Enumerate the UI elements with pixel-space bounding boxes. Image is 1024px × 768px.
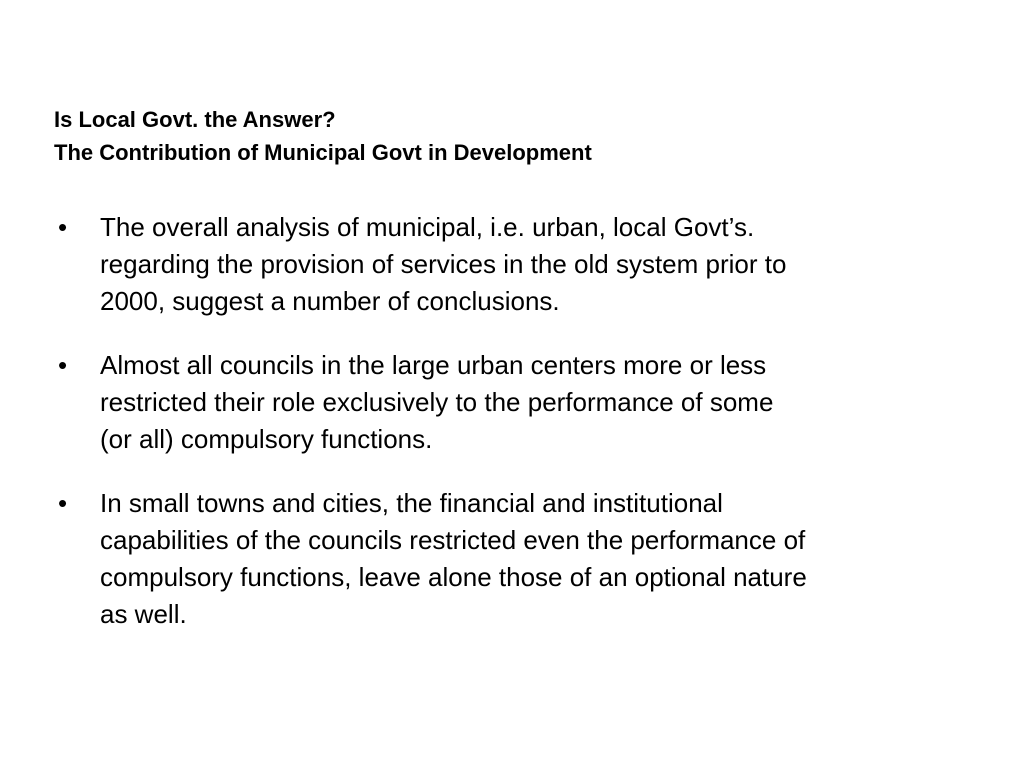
title-line-2: The Contribution of Municipal Govt in Development bbox=[54, 140, 592, 165]
bullet-line: The overall analysis of municipal, i.e. urban, local Govt’s. bbox=[100, 212, 755, 242]
title-line-1: Is Local Govt. the Answer? bbox=[54, 107, 336, 132]
bullet-line: compulsory functions, leave alone those of an optional nature bbox=[100, 562, 807, 592]
bullet-item-1 bbox=[58, 209, 978, 320]
bullet-line: as well. bbox=[100, 599, 187, 629]
bullet-line: Almost all councils in the large urban centers more or less bbox=[100, 350, 767, 380]
bullet-line: 2000, suggest a number of conclusions. bbox=[100, 286, 560, 316]
bullet-line: restricted their role exclusively to the performance of some bbox=[100, 387, 774, 417]
bullet-icon: • bbox=[58, 212, 68, 242]
bullet-icon: • bbox=[58, 488, 68, 518]
bullet-line: (or all) compulsory functions. bbox=[100, 424, 433, 454]
bullet-line: capabilities of the councils restricted even the performance of bbox=[100, 525, 806, 555]
bullet-item-3 bbox=[58, 485, 978, 633]
bullet-line: In small towns and cities, the financial and institutional bbox=[100, 488, 723, 518]
bullet-item-2 bbox=[58, 347, 978, 458]
bullet-icon: • bbox=[58, 350, 68, 380]
slide-title bbox=[54, 103, 974, 169]
bullet-line: regarding the provision of services in the old system prior to bbox=[100, 249, 787, 279]
bullet-list bbox=[58, 209, 978, 660]
